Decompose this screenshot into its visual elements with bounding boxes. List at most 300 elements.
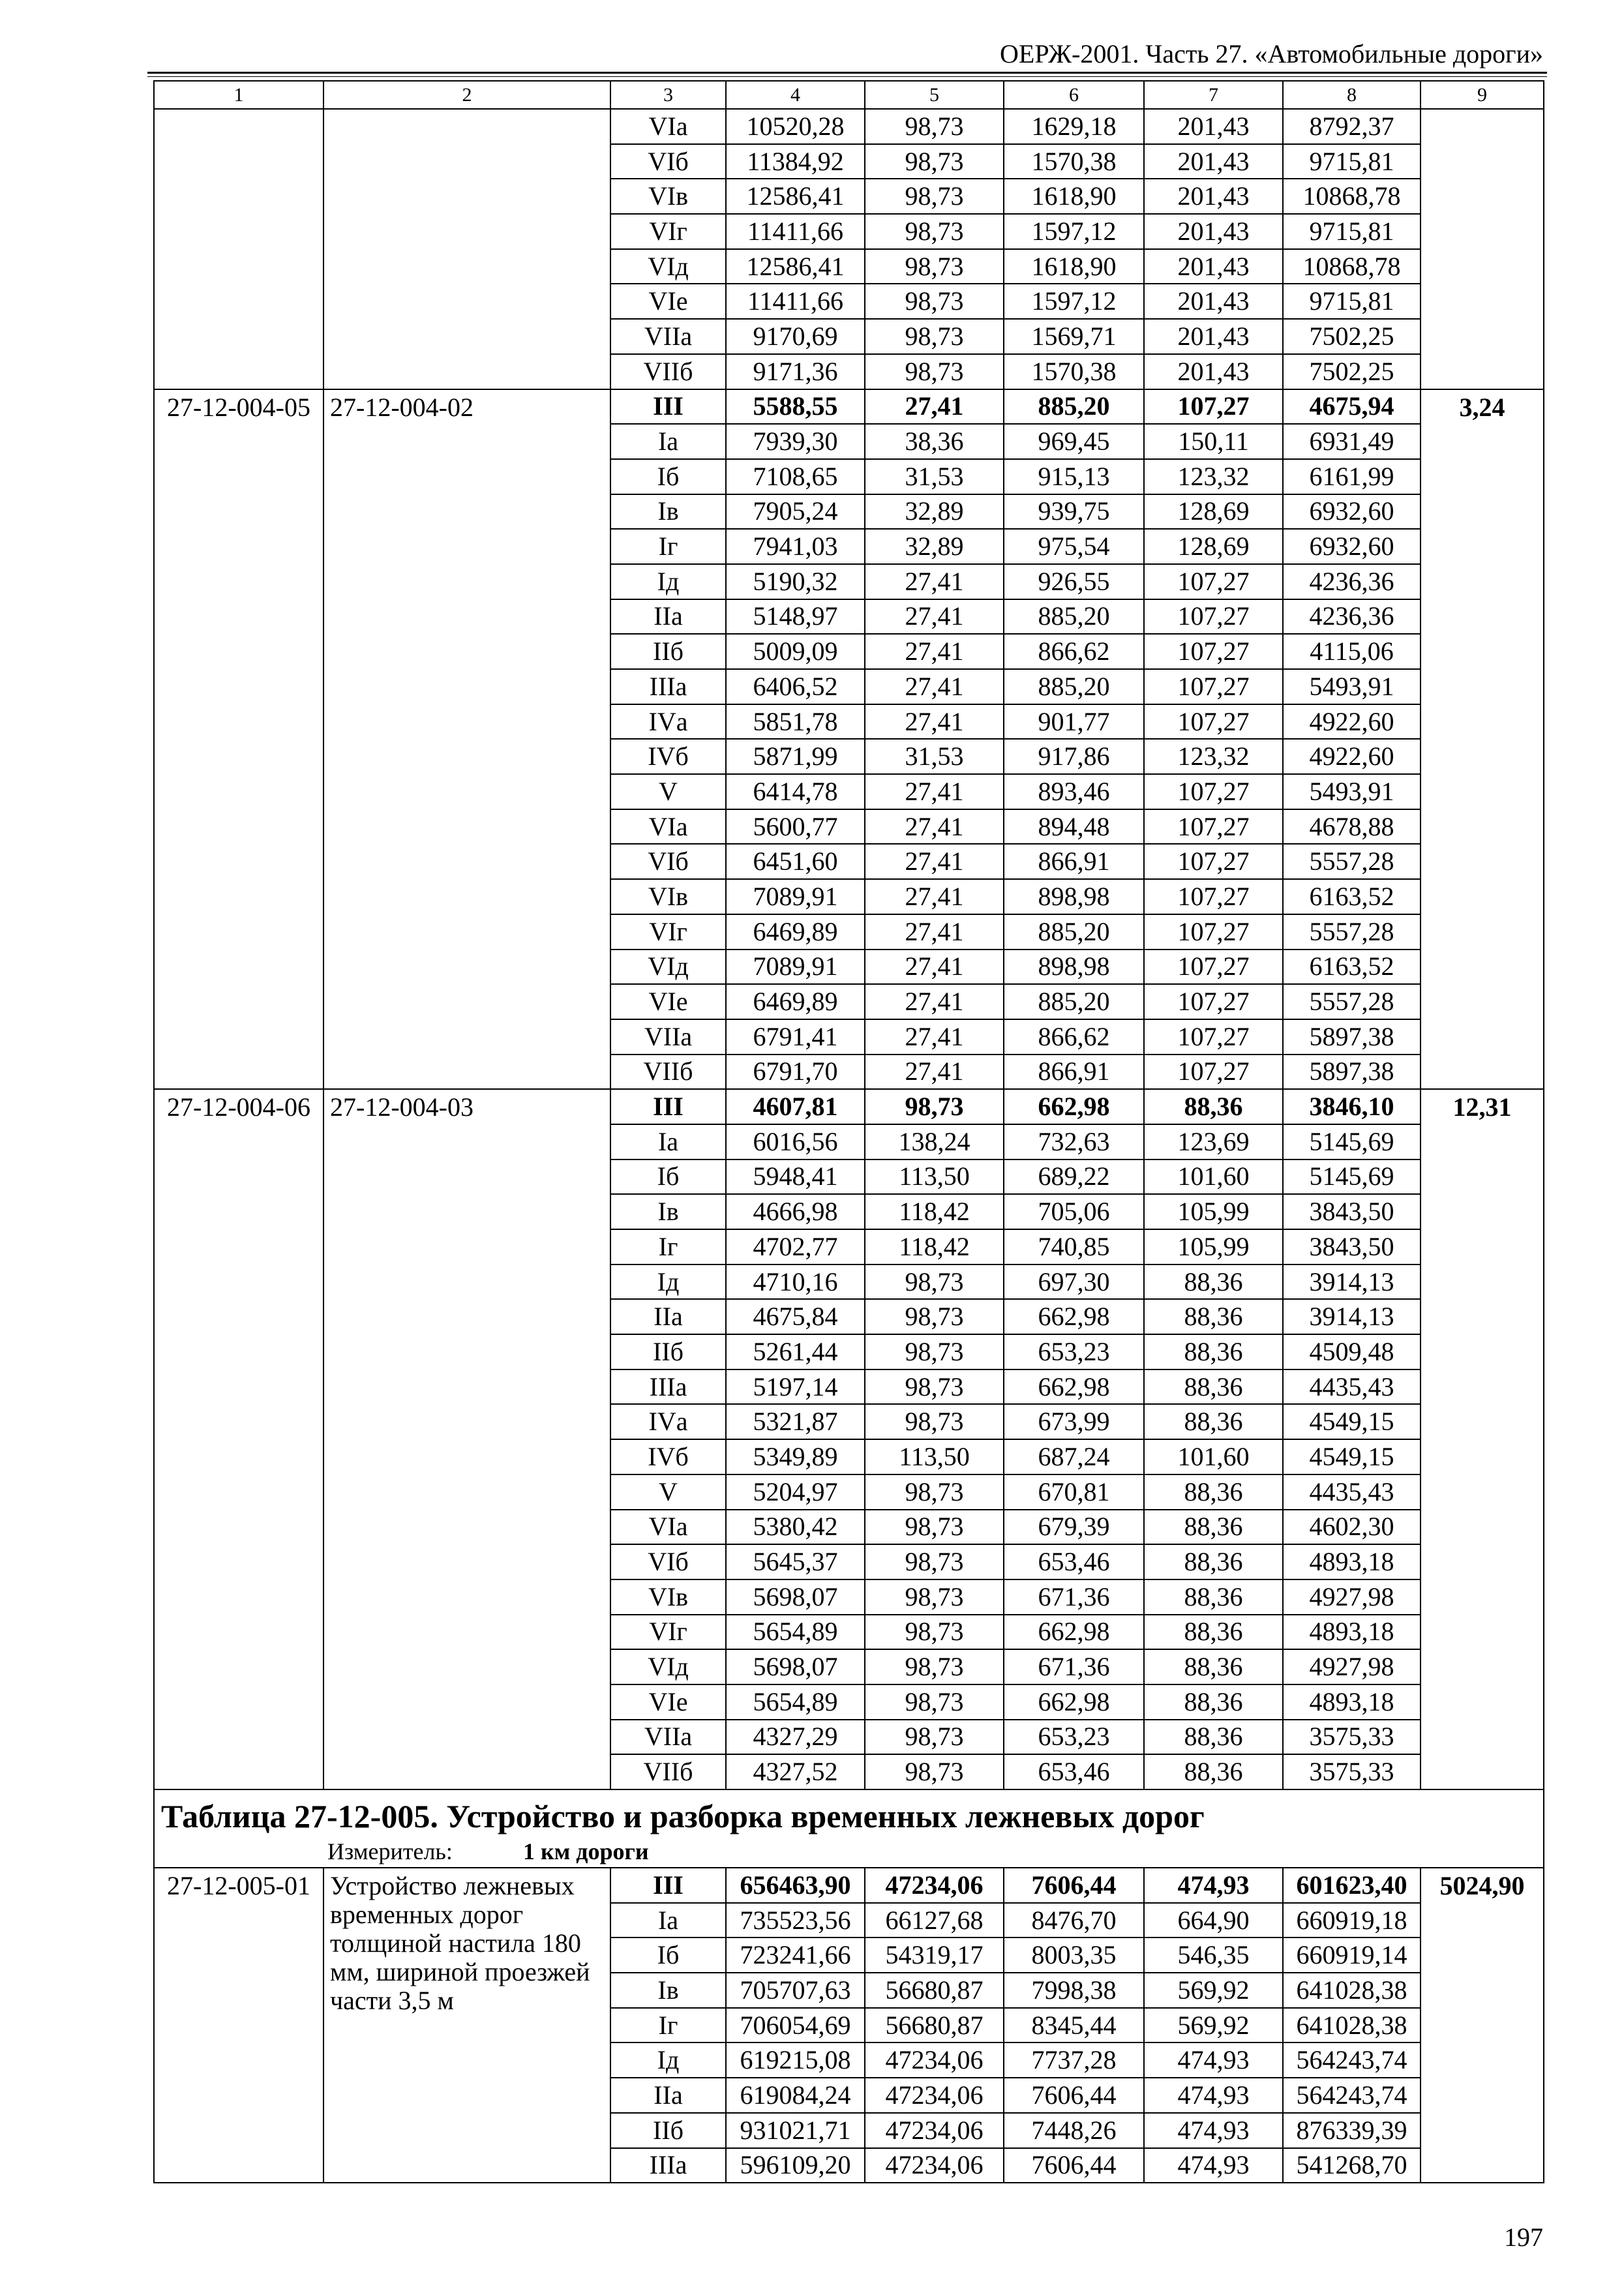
- value-cell-col7: 88,36: [1144, 1579, 1283, 1615]
- value-cell-col8: 3843,50: [1283, 1194, 1421, 1229]
- value-cell-col5: 54319,17: [865, 1937, 1004, 1973]
- value-cell-col8: 4678,88: [1283, 809, 1421, 845]
- value-cell-col8: 641028,38: [1283, 2008, 1421, 2043]
- meter-label: Измеритель:: [327, 1838, 453, 1864]
- value-cell-col6: 885,20: [1004, 984, 1144, 1019]
- value-cell-col8: 3843,50: [1283, 1229, 1421, 1264]
- item-name-cell: [323, 389, 610, 1090]
- col9-cell: 5024,90: [1421, 1868, 1544, 2183]
- value-cell-col7: 105,99: [1144, 1194, 1283, 1229]
- value-cell-col5: 98,73: [865, 1474, 1004, 1510]
- value-cell-col5: 98,73: [865, 1684, 1004, 1720]
- col9-cell: 12,31: [1421, 1089, 1544, 1789]
- value-cell-col6: 732,63: [1004, 1124, 1144, 1159]
- value-cell-col4: 5190,32: [726, 564, 865, 599]
- value-cell-col8: 5897,38: [1283, 1055, 1421, 1090]
- header-rule-thin: [147, 76, 1547, 77]
- value-cell-col7: 150,11: [1144, 424, 1283, 459]
- value-cell-col8: 876339,39: [1283, 2113, 1421, 2148]
- zone-cell: Iг: [610, 2008, 726, 2043]
- value-cell-col7: 201,43: [1144, 354, 1283, 389]
- price-code-cell: 27-12-004-05: [154, 389, 323, 1090]
- value-cell-col7: 201,43: [1144, 179, 1283, 214]
- zone-cell: Iв: [610, 494, 726, 530]
- value-cell-col4: 5261,44: [726, 1334, 865, 1369]
- value-cell-col6: 740,85: [1004, 1229, 1144, 1264]
- value-cell-col5: 27,41: [865, 704, 1004, 740]
- zone-cell: III: [610, 1089, 726, 1124]
- zone-cell: VIг: [610, 1615, 726, 1650]
- value-cell-col6: 662,98: [1004, 1369, 1144, 1405]
- value-cell-col4: 5321,87: [726, 1404, 865, 1439]
- value-cell-col6: 662,98: [1004, 1684, 1144, 1720]
- value-cell-col4: 7089,91: [726, 879, 865, 914]
- value-cell-col5: 98,73: [865, 1579, 1004, 1615]
- zone-cell: VIг: [610, 914, 726, 950]
- value-cell-col7: 88,36: [1144, 1649, 1283, 1684]
- value-cell-col4: 7905,24: [726, 494, 865, 530]
- zone-cell: Iг: [610, 1229, 726, 1264]
- value-cell-col8: 4509,48: [1283, 1334, 1421, 1369]
- zone-cell: Iв: [610, 1194, 726, 1229]
- value-cell-col4: 11411,66: [726, 214, 865, 249]
- value-cell-col5: 31,53: [865, 739, 1004, 774]
- column-number-7: 7: [1144, 81, 1283, 109]
- value-cell-col6: 866,62: [1004, 1019, 1144, 1055]
- value-cell-col7: 474,93: [1144, 1868, 1283, 1903]
- value-cell-col5: 27,41: [865, 1055, 1004, 1090]
- zone-cell: Iб: [610, 1159, 726, 1195]
- value-cell-col4: 596109,20: [726, 2148, 865, 2183]
- zone-cell: IIб: [610, 634, 726, 669]
- page-number: 197: [1504, 2222, 1543, 2252]
- value-cell-col5: 27,41: [865, 634, 1004, 669]
- table-row: [154, 109, 1544, 144]
- value-cell-col6: 671,36: [1004, 1649, 1144, 1684]
- zone-cell: VIIб: [610, 1754, 726, 1789]
- col9-cell: [1421, 109, 1544, 389]
- value-cell-col7: 107,27: [1144, 774, 1283, 809]
- value-cell-col5: 31,53: [865, 459, 1004, 494]
- value-cell-col7: 88,36: [1144, 1089, 1283, 1124]
- zone-cell: VIIб: [610, 354, 726, 389]
- value-cell-col6: 7606,44: [1004, 2078, 1144, 2113]
- value-cell-col4: 619084,24: [726, 2078, 865, 2113]
- price-code-cell: [154, 109, 323, 389]
- zone-cell: VIв: [610, 879, 726, 914]
- value-cell-col4: 11384,92: [726, 144, 865, 179]
- value-cell-col5: 98,73: [865, 1720, 1004, 1755]
- value-cell-col5: 98,73: [865, 1510, 1004, 1545]
- value-cell-col7: 664,90: [1144, 1903, 1283, 1938]
- value-cell-col7: 569,92: [1144, 1973, 1283, 2008]
- value-cell-col7: 546,35: [1144, 1937, 1283, 1973]
- zone-cell: VIг: [610, 214, 726, 249]
- zone-cell: VIд: [610, 950, 726, 985]
- value-cell-col8: 6163,52: [1283, 879, 1421, 914]
- price-code-cell: 27-12-005-01: [154, 1868, 323, 2183]
- value-cell-col4: 5698,07: [726, 1649, 865, 1684]
- value-cell-col8: 564243,74: [1283, 2042, 1421, 2078]
- value-cell-col5: 47234,06: [865, 2042, 1004, 2078]
- value-cell-col4: 931021,71: [726, 2113, 865, 2148]
- value-cell-col4: 9170,69: [726, 319, 865, 354]
- value-cell-col6: 7448,26: [1004, 2113, 1144, 2148]
- value-cell-col8: 4922,60: [1283, 739, 1421, 774]
- value-cell-col4: 6791,41: [726, 1019, 865, 1055]
- value-cell-col6: 1569,71: [1004, 319, 1144, 354]
- value-cell-col7: 101,60: [1144, 1439, 1283, 1474]
- value-cell-col5: 47234,06: [865, 1868, 1004, 1903]
- zone-cell: III: [610, 1868, 726, 1903]
- header-rule-thick: [147, 72, 1547, 74]
- value-cell-col8: 5897,38: [1283, 1019, 1421, 1055]
- value-cell-col7: 107,27: [1144, 809, 1283, 845]
- value-cell-col4: 6016,56: [726, 1124, 865, 1159]
- zone-cell: VIIа: [610, 1720, 726, 1755]
- value-cell-col7: 107,27: [1144, 634, 1283, 669]
- value-cell-col4: 4675,84: [726, 1299, 865, 1334]
- table-title-cell: [154, 1789, 1544, 1868]
- value-cell-col4: 5380,42: [726, 1510, 865, 1545]
- value-cell-col5: 47234,06: [865, 2148, 1004, 2183]
- value-cell-col6: 969,45: [1004, 424, 1144, 459]
- value-cell-col6: 885,20: [1004, 669, 1144, 704]
- column-number-row: [154, 81, 1544, 109]
- zone-cell: VIе: [610, 1684, 726, 1720]
- value-cell-col6: 7606,44: [1004, 2148, 1144, 2183]
- value-cell-col6: 8003,35: [1004, 1937, 1144, 1973]
- value-cell-col8: 4893,18: [1283, 1684, 1421, 1720]
- value-cell-col8: 10868,78: [1283, 249, 1421, 284]
- value-cell-col8: 4602,30: [1283, 1510, 1421, 1545]
- value-cell-col6: 662,98: [1004, 1615, 1144, 1650]
- value-cell-col4: 5645,37: [726, 1544, 865, 1579]
- value-cell-col8: 4115,06: [1283, 634, 1421, 669]
- value-cell-col8: 5493,91: [1283, 669, 1421, 704]
- value-cell-col7: 474,93: [1144, 2042, 1283, 2078]
- value-cell-col8: 3914,13: [1283, 1299, 1421, 1334]
- zone-cell: IIIа: [610, 2148, 726, 2183]
- value-cell-col5: 98,73: [865, 284, 1004, 319]
- column-number-8: 8: [1283, 81, 1421, 109]
- value-cell-col7: 474,93: [1144, 2078, 1283, 2113]
- value-cell-col7: 107,27: [1144, 1019, 1283, 1055]
- value-cell-col4: 6451,60: [726, 844, 865, 879]
- meter-value: 1 км дороги: [523, 1838, 649, 1864]
- value-cell-col4: 706054,69: [726, 2008, 865, 2043]
- value-cell-col7: 107,27: [1144, 704, 1283, 740]
- zone-cell: VIе: [610, 984, 726, 1019]
- value-cell-col7: 88,36: [1144, 1544, 1283, 1579]
- value-cell-col6: 975,54: [1004, 529, 1144, 564]
- value-cell-col5: 98,73: [865, 1334, 1004, 1369]
- zone-cell: IIб: [610, 1334, 726, 1369]
- value-cell-col4: 4607,81: [726, 1089, 865, 1124]
- zone-cell: VIа: [610, 809, 726, 845]
- value-cell-col7: 123,32: [1144, 739, 1283, 774]
- value-cell-col8: 9715,81: [1283, 214, 1421, 249]
- value-cell-col5: 98,73: [865, 1369, 1004, 1405]
- value-cell-col7: 201,43: [1144, 249, 1283, 284]
- value-cell-col5: 113,50: [865, 1439, 1004, 1474]
- value-cell-col8: 5557,28: [1283, 844, 1421, 879]
- value-cell-col5: 98,73: [865, 1089, 1004, 1124]
- value-cell-col5: 138,24: [865, 1124, 1004, 1159]
- table-title-row: [154, 1789, 1544, 1868]
- zone-cell: Iг: [610, 529, 726, 564]
- zone-cell: Iа: [610, 1124, 726, 1159]
- value-cell-col5: 32,89: [865, 494, 1004, 530]
- value-cell-col5: 118,42: [865, 1194, 1004, 1229]
- zone-cell: VIIа: [610, 1019, 726, 1055]
- table-row: [154, 389, 1544, 425]
- price-table: [153, 80, 1544, 2183]
- value-cell-col8: 5557,28: [1283, 984, 1421, 1019]
- value-cell-col8: 564243,74: [1283, 2078, 1421, 2113]
- value-cell-col6: 915,13: [1004, 459, 1144, 494]
- zone-cell: IIа: [610, 2078, 726, 2113]
- value-cell-col6: 679,39: [1004, 1510, 1144, 1545]
- value-cell-col8: 4922,60: [1283, 704, 1421, 740]
- value-cell-col6: 1629,18: [1004, 109, 1144, 144]
- value-cell-col5: 27,41: [865, 844, 1004, 879]
- column-number-3: 3: [610, 81, 726, 109]
- zone-cell: IVа: [610, 1404, 726, 1439]
- zone-cell: IIб: [610, 2113, 726, 2148]
- value-cell-col8: 10868,78: [1283, 179, 1421, 214]
- value-cell-col8: 4893,18: [1283, 1544, 1421, 1579]
- value-cell-col8: 3575,33: [1283, 1720, 1421, 1755]
- value-cell-col4: 10520,28: [726, 109, 865, 144]
- value-cell-col7: 128,69: [1144, 494, 1283, 530]
- value-cell-col7: 88,36: [1144, 1369, 1283, 1405]
- value-cell-col6: 885,20: [1004, 599, 1144, 635]
- value-cell-col4: 656463,90: [726, 1868, 865, 1903]
- value-cell-col5: 27,41: [865, 914, 1004, 950]
- value-cell-col6: 7737,28: [1004, 2042, 1144, 2078]
- zone-cell: Iа: [610, 424, 726, 459]
- value-cell-col7: 107,27: [1144, 564, 1283, 599]
- value-cell-col4: 5948,41: [726, 1159, 865, 1195]
- item-name-line: 27-12-004-03: [330, 1092, 474, 1122]
- value-cell-col5: 32,89: [865, 529, 1004, 564]
- zone-cell: IIIа: [610, 669, 726, 704]
- value-cell-col4: 723241,66: [726, 1937, 865, 1973]
- value-cell-col4: 7939,30: [726, 424, 865, 459]
- value-cell-col6: 893,46: [1004, 774, 1144, 809]
- value-cell-col5: 98,73: [865, 109, 1004, 144]
- value-cell-col5: 98,73: [865, 144, 1004, 179]
- value-cell-col8: 4927,98: [1283, 1579, 1421, 1615]
- value-cell-col4: 4666,98: [726, 1194, 865, 1229]
- value-cell-col6: 866,91: [1004, 844, 1144, 879]
- value-cell-col5: 56680,87: [865, 2008, 1004, 2043]
- value-cell-col7: 88,36: [1144, 1615, 1283, 1650]
- zone-cell: Iв: [610, 1973, 726, 2008]
- value-cell-col6: 671,36: [1004, 1579, 1144, 1615]
- value-cell-col8: 5145,69: [1283, 1124, 1421, 1159]
- value-cell-col7: 107,27: [1144, 844, 1283, 879]
- price-table-body: [154, 81, 1544, 2183]
- value-cell-col5: 27,41: [865, 950, 1004, 985]
- value-cell-col6: 939,75: [1004, 494, 1144, 530]
- value-cell-col8: 4435,43: [1283, 1474, 1421, 1510]
- value-cell-col7: 88,36: [1144, 1299, 1283, 1334]
- price-code-cell: 27-12-004-06: [154, 1089, 323, 1789]
- value-cell-col7: 201,43: [1144, 109, 1283, 144]
- zone-cell: IVб: [610, 739, 726, 774]
- value-cell-col4: 735523,56: [726, 1903, 865, 1938]
- value-cell-col5: 38,36: [865, 424, 1004, 459]
- value-cell-col5: 27,41: [865, 389, 1004, 425]
- zone-cell: IVа: [610, 704, 726, 740]
- value-cell-col8: 5145,69: [1283, 1159, 1421, 1195]
- item-name-line: части 3,5 м: [330, 1986, 454, 2015]
- zone-cell: Iд: [610, 2042, 726, 2078]
- zone-cell: VIа: [610, 109, 726, 144]
- value-cell-col8: 3914,13: [1283, 1264, 1421, 1300]
- column-number-6: 6: [1004, 81, 1144, 109]
- value-cell-col7: 88,36: [1144, 1510, 1283, 1545]
- value-cell-col8: 4675,94: [1283, 389, 1421, 425]
- value-cell-col5: 27,41: [865, 809, 1004, 845]
- value-cell-col4: 6469,89: [726, 984, 865, 1019]
- value-cell-col7: 105,99: [1144, 1229, 1283, 1264]
- value-cell-col5: 98,73: [865, 1544, 1004, 1579]
- value-cell-col5: 98,73: [865, 249, 1004, 284]
- value-cell-col8: 541268,70: [1283, 2148, 1421, 2183]
- value-cell-col6: 697,30: [1004, 1264, 1144, 1300]
- value-cell-col4: 7108,65: [726, 459, 865, 494]
- value-cell-col4: 11411,66: [726, 284, 865, 319]
- value-cell-col7: 474,93: [1144, 2148, 1283, 2183]
- value-cell-col6: 894,48: [1004, 809, 1144, 845]
- value-cell-col4: 9171,36: [726, 354, 865, 389]
- value-cell-col4: 4327,52: [726, 1754, 865, 1789]
- value-cell-col8: 8792,37: [1283, 109, 1421, 144]
- value-cell-col5: 113,50: [865, 1159, 1004, 1195]
- value-cell-col5: 27,41: [865, 669, 1004, 704]
- value-cell-col6: 653,46: [1004, 1754, 1144, 1789]
- zone-cell: VIIб: [610, 1055, 726, 1090]
- value-cell-col4: 6469,89: [726, 914, 865, 950]
- value-cell-col4: 6791,70: [726, 1055, 865, 1090]
- value-cell-col8: 601623,40: [1283, 1868, 1421, 1903]
- value-cell-col8: 6161,99: [1283, 459, 1421, 494]
- value-cell-col4: 5851,78: [726, 704, 865, 740]
- value-cell-col4: 7941,03: [726, 529, 865, 564]
- column-number-9: 9: [1421, 81, 1544, 109]
- value-cell-col8: 4435,43: [1283, 1369, 1421, 1405]
- value-cell-col6: 653,46: [1004, 1544, 1144, 1579]
- value-cell-col6: 662,98: [1004, 1089, 1144, 1124]
- value-cell-col6: 898,98: [1004, 950, 1144, 985]
- value-cell-col5: 98,73: [865, 1404, 1004, 1439]
- value-cell-col6: 885,20: [1004, 914, 1144, 950]
- zone-cell: VIа: [610, 1510, 726, 1545]
- value-cell-col8: 3575,33: [1283, 1754, 1421, 1789]
- value-cell-col8: 4549,15: [1283, 1404, 1421, 1439]
- value-cell-col7: 201,43: [1144, 144, 1283, 179]
- table-row: [154, 1868, 1544, 1903]
- value-cell-col5: 27,41: [865, 774, 1004, 809]
- value-cell-col7: 107,27: [1144, 669, 1283, 704]
- value-cell-col7: 123,69: [1144, 1124, 1283, 1159]
- zone-cell: VIе: [610, 284, 726, 319]
- value-cell-col6: 885,20: [1004, 389, 1144, 425]
- zone-cell: IIа: [610, 599, 726, 635]
- table-title-block: [155, 1790, 1543, 1867]
- item-name-cell: [323, 1868, 610, 2183]
- value-cell-col7: 201,43: [1144, 284, 1283, 319]
- value-cell-col8: 641028,38: [1283, 1973, 1421, 2008]
- value-cell-col7: 88,36: [1144, 1474, 1283, 1510]
- value-cell-col8: 660919,14: [1283, 1937, 1421, 1973]
- value-cell-col4: 4702,77: [726, 1229, 865, 1264]
- value-cell-col4: 4710,16: [726, 1264, 865, 1300]
- value-cell-col4: 619215,08: [726, 2042, 865, 2078]
- value-cell-col5: 98,73: [865, 214, 1004, 249]
- value-cell-col6: 653,23: [1004, 1334, 1144, 1369]
- value-cell-col7: 107,27: [1144, 950, 1283, 985]
- value-cell-col7: 88,36: [1144, 1720, 1283, 1755]
- value-cell-col4: 705707,63: [726, 1973, 865, 2008]
- value-cell-col7: 107,27: [1144, 389, 1283, 425]
- value-cell-col6: 705,06: [1004, 1194, 1144, 1229]
- value-cell-col6: 1597,12: [1004, 214, 1144, 249]
- value-cell-col4: 6414,78: [726, 774, 865, 809]
- zone-cell: VIб: [610, 844, 726, 879]
- value-cell-col8: 6932,60: [1283, 529, 1421, 564]
- value-cell-col7: 88,36: [1144, 1754, 1283, 1789]
- value-cell-col6: 1570,38: [1004, 144, 1144, 179]
- zone-cell: Iб: [610, 1937, 726, 1973]
- value-cell-col4: 7089,91: [726, 950, 865, 985]
- value-cell-col4: 12586,41: [726, 249, 865, 284]
- value-cell-col8: 6931,49: [1283, 424, 1421, 459]
- value-cell-col7: 88,36: [1144, 1404, 1283, 1439]
- value-cell-col6: 653,23: [1004, 1720, 1144, 1755]
- value-cell-col8: 7502,25: [1283, 319, 1421, 354]
- value-cell-col8: 3846,10: [1283, 1089, 1421, 1124]
- value-cell-col7: 107,27: [1144, 879, 1283, 914]
- item-name-line: 27-12-004-02: [330, 392, 474, 422]
- value-cell-col4: 5148,97: [726, 599, 865, 635]
- value-cell-col6: 689,22: [1004, 1159, 1144, 1195]
- value-cell-col7: 474,93: [1144, 2113, 1283, 2148]
- value-cell-col7: 107,27: [1144, 599, 1283, 635]
- zone-cell: Iб: [610, 459, 726, 494]
- column-number-1: 1: [154, 81, 323, 109]
- value-cell-col4: 5204,97: [726, 1474, 865, 1510]
- value-cell-col8: 4236,36: [1283, 599, 1421, 635]
- item-name-line: мм, шириной проезжей: [330, 1957, 590, 1986]
- zone-cell: V: [610, 1474, 726, 1510]
- value-cell-col8: 6932,60: [1283, 494, 1421, 530]
- value-cell-col4: 5349,89: [726, 1439, 865, 1474]
- value-cell-col8: 6163,52: [1283, 950, 1421, 985]
- value-cell-col5: 98,73: [865, 319, 1004, 354]
- value-cell-col7: 107,27: [1144, 1055, 1283, 1090]
- value-cell-col7: 107,27: [1144, 984, 1283, 1019]
- value-cell-col4: 5600,77: [726, 809, 865, 845]
- value-cell-col5: 47234,06: [865, 2113, 1004, 2148]
- zone-cell: VIIа: [610, 319, 726, 354]
- value-cell-col8: 9715,81: [1283, 284, 1421, 319]
- zone-cell: IIIа: [610, 1369, 726, 1405]
- zone-cell: Iа: [610, 1903, 726, 1938]
